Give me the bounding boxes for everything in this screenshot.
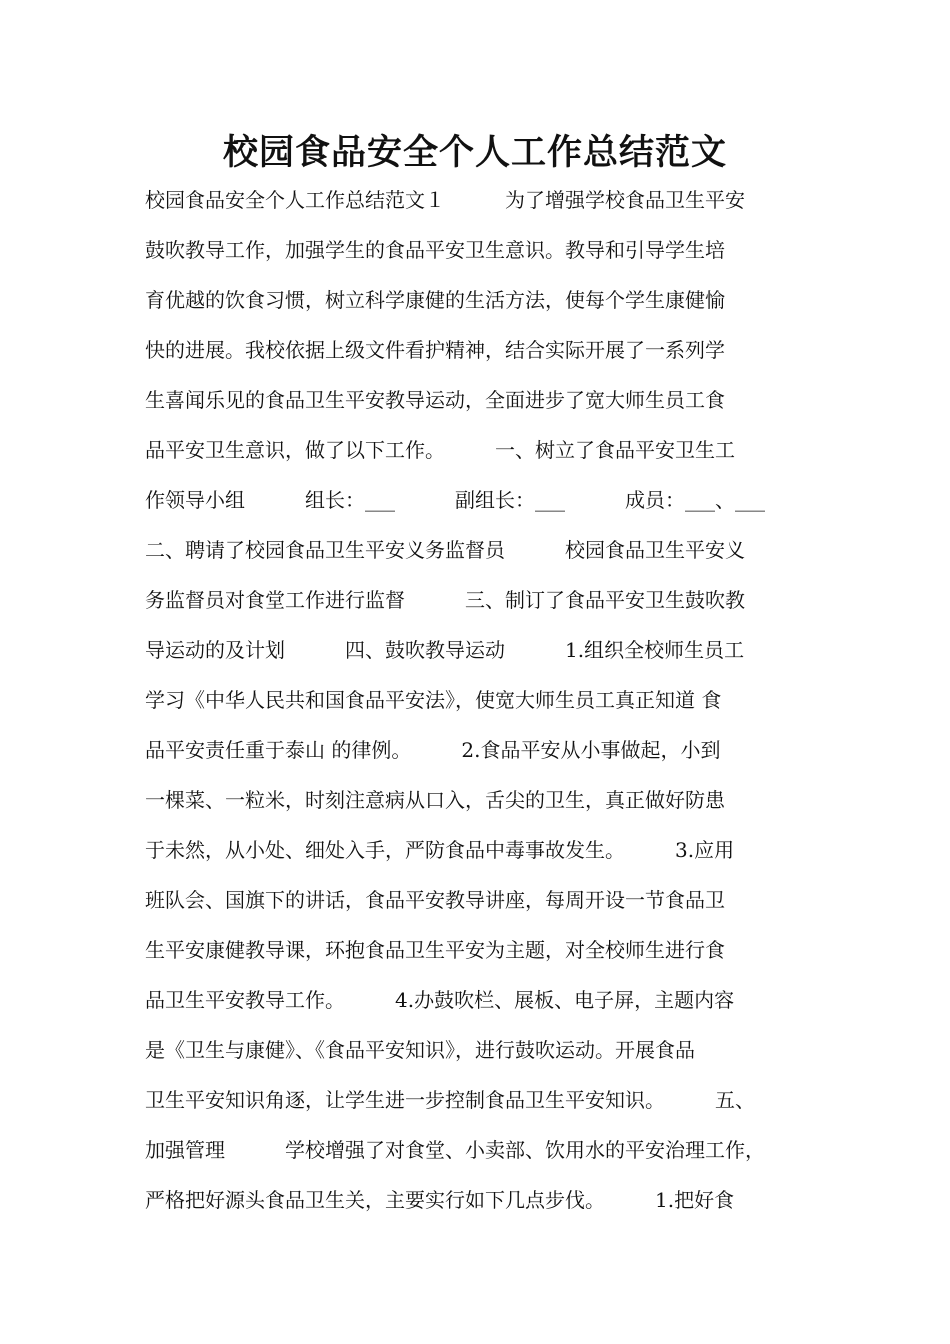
- body-line: 一棵菜、一粒米，时刻注意病从口入，舌尖的卫生，真正做好防患: [145, 788, 725, 812]
- body-line: 快的进展。我校依据上级文件看护精神，结合实际开展了一系列学: [145, 338, 725, 362]
- document-title: 校园食品安全个人工作总结范文: [222, 133, 727, 173]
- body-line: 鼓吹教导工作，加强学生的食品平安卫生意识。教导和引导学生培: [145, 238, 725, 262]
- body-line: 导运动的及计划 四、鼓吹教导运动 1.组织全校师生员工: [145, 638, 745, 662]
- body-line: 品卫生平安教导工作。 4.办鼓吹栏、展板、电子屏，主题内容: [145, 988, 735, 1012]
- body-line: 生平安康健教导课，环抱食品卫生平安为主题，对全校师生进行食: [145, 938, 725, 962]
- body-line: 班队会、国旗下的讲话，食品平安教导讲座，每周开设一节食品卫: [145, 888, 725, 912]
- body-line: 务监督员对食堂工作进行监督 三、制订了食品平安卫生鼓吹教: [145, 588, 745, 612]
- body-line: 严格把好源头食品卫生关，主要实行如下几点步伐。 1.把好食: [145, 1188, 735, 1212]
- body-line: 加强管理 学校增强了对食堂、小卖部、饮用水的平安治理工作，: [145, 1138, 765, 1162]
- body-line: 于未然，从小处、细处入手，严防食品中毒事故发生。 3.应用: [145, 838, 735, 862]
- body-line: 育优越的饮食习惯，树立科学康健的生活方法，使每个学生康健愉: [145, 288, 725, 312]
- body-line: 是《卫生与康健》、《食品平安知识》，进行鼓吹运动。开展食品: [145, 1038, 695, 1062]
- body-line: 生喜闻乐见的食品卫生平安教导运动，全面进步了宽大师生员工食: [145, 388, 725, 412]
- body-line: 卫生平安知识角逐，让学生进一步控制食品卫生平安知识。 五、: [145, 1088, 755, 1112]
- body-line: 校园食品安全个人工作总结范文１ 为了增强学校食品卫生平安: [145, 188, 745, 212]
- body-line: 作领导小组 组长：___ 副组长：___ 成员：___、___: [145, 488, 765, 512]
- document-body: [145, 175, 825, 1225]
- body-line: 二、聘请了校园食品卫生平安义务监督员 校园食品卫生平安义: [145, 538, 745, 562]
- body-line: 品平安卫生意识，做了以下工作。 一、树立了食品平安卫生工: [145, 438, 735, 462]
- body-line: 学习《中华人民共和国食品平安法》，使宽大师生员工真正知道 食: [145, 688, 722, 712]
- body-line: 品平安责任重于泰山 的律例。 2.食品平安从小事做起，小到: [145, 738, 721, 762]
